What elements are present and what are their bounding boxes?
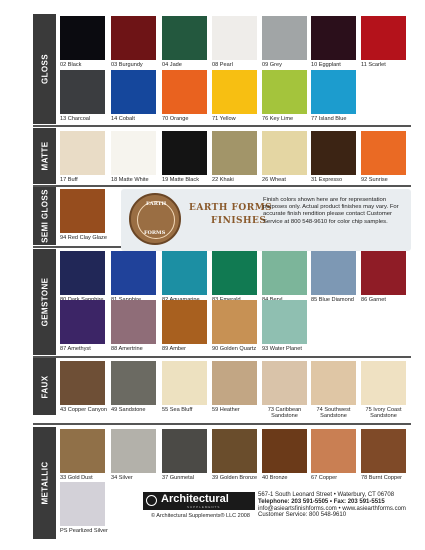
copyright-text: © Architectural Supplements® LLC 2008 <box>151 513 250 519</box>
gemstone-swatch[interactable] <box>60 300 105 352</box>
gemstone-swatch[interactable] <box>212 251 257 295</box>
matte-heading: MATTE <box>40 141 49 171</box>
color-chip <box>162 300 207 344</box>
gloss-swatch[interactable] <box>212 70 257 122</box>
color-chip <box>262 429 307 473</box>
color-chip <box>311 251 356 295</box>
color-chip <box>361 251 406 295</box>
swatch-label: 10 Eggplant <box>311 62 341 68</box>
color-chip <box>212 429 257 473</box>
swatch-label: 59 Heather <box>212 407 240 413</box>
gloss-swatch[interactable] <box>361 16 406 68</box>
metallic-swatch[interactable] <box>60 429 105 481</box>
swatch-label: 67 Copper <box>311 475 338 481</box>
swatch-label: 09 Grey <box>262 62 282 68</box>
logo-word: Architectural <box>161 493 229 505</box>
swatch-label: 22 Khaki <box>212 177 234 183</box>
color-chip <box>111 429 156 473</box>
metallic-swatch[interactable] <box>212 429 258 481</box>
matte-swatch[interactable] <box>262 131 307 183</box>
color-chip <box>111 70 156 114</box>
color-chip <box>60 131 105 175</box>
color-chip <box>311 131 356 175</box>
swatch-label: 73 Caribbean Sandstone <box>267 407 302 420</box>
color-chip <box>162 70 207 114</box>
color-chip <box>311 429 356 473</box>
swatch-label: 40 Bronze <box>262 475 288 481</box>
gloss-swatch[interactable] <box>60 70 105 122</box>
swatch-label: 49 Sandstone <box>111 407 146 413</box>
matte-band <box>33 128 56 184</box>
color-chip <box>262 251 307 295</box>
color-chip <box>111 251 156 295</box>
gloss-band <box>33 14 56 124</box>
gloss-swatch[interactable] <box>262 70 307 122</box>
color-chip <box>162 131 207 175</box>
gloss-swatch[interactable] <box>311 16 356 68</box>
faux-band <box>33 358 56 415</box>
matte-swatch[interactable] <box>111 131 156 183</box>
matte-swatch[interactable] <box>212 131 257 183</box>
semigloss-swatch[interactable] <box>60 189 107 241</box>
metallic-swatch[interactable] <box>361 429 406 481</box>
faux-heading: FAUX <box>40 375 49 398</box>
web-line[interactable]: info@asieartsfinishforms.com • www.asiearthforms.com <box>258 505 406 512</box>
faux-swatch[interactable] <box>262 361 307 420</box>
color-chip <box>111 361 156 405</box>
metallic-swatch[interactable] <box>60 482 108 534</box>
color-chip <box>212 16 257 60</box>
gemstone-swatch[interactable] <box>111 300 156 352</box>
swatch-label: 92 Sunrise <box>361 177 388 183</box>
gloss-heading: GLOSS <box>40 53 49 85</box>
color-chip <box>361 131 406 175</box>
swatch-label: 55 Sea Bluff <box>162 407 193 413</box>
color-chip <box>262 361 307 405</box>
logo-emblem-icon <box>146 495 157 506</box>
swatch-label: 08 Pearl <box>212 62 233 68</box>
gemstone-swatch[interactable] <box>262 251 307 295</box>
swatch-label: 39 Golden Bronze <box>212 475 258 481</box>
swatch-label: 93 Water Planet <box>262 346 302 352</box>
color-chip <box>361 16 406 60</box>
color-chip <box>212 131 257 175</box>
swatch-label: 33 Gold Dust <box>60 475 93 481</box>
swatch-label: 02 Black <box>60 62 82 68</box>
faux-swatch[interactable] <box>60 361 107 413</box>
color-chip <box>60 70 105 114</box>
swatch-label: 43 Copper Canyon <box>60 407 107 413</box>
gemstone-swatch[interactable] <box>361 251 406 303</box>
swatch-label: 86 Garnet <box>361 297 386 303</box>
color-chip <box>111 131 156 175</box>
medallion-bottom-text: FORMS <box>144 230 166 236</box>
metallic-heading: METALLIC <box>40 461 49 505</box>
color-chip <box>361 361 406 405</box>
color-chip <box>60 251 105 295</box>
gloss-swatch[interactable] <box>111 70 156 122</box>
swatch-label: 89 Amber <box>162 346 186 352</box>
promo-title: EARTH FORMS <box>189 203 273 213</box>
color-chip <box>212 361 257 405</box>
color-chip <box>162 361 207 405</box>
gloss-swatch[interactable] <box>311 70 356 122</box>
swatch-label: 19 Matte Black <box>162 177 199 183</box>
metallic-swatch[interactable] <box>311 429 356 481</box>
swatch-label: 75 Ivory Coast Sandstone <box>365 407 402 420</box>
swatch-label: 87 Amethyst <box>60 346 91 352</box>
swatch-label: 11 Scarlet <box>361 62 386 68</box>
color-chip <box>60 361 105 405</box>
section-divider <box>33 423 411 425</box>
color-chip <box>311 361 356 405</box>
swatch-label: 77 Island Blue <box>311 116 347 122</box>
metallic-swatch[interactable] <box>162 429 207 481</box>
gemstone-swatch[interactable] <box>311 251 356 303</box>
swatch-label: 04 Jade <box>162 62 182 68</box>
logo-subtitle: SUPPLEMENTS <box>187 505 221 509</box>
color-chip <box>162 251 207 295</box>
semigloss-heading: SEMI GLOSS <box>40 189 49 243</box>
medallion-ring <box>137 201 175 239</box>
swatch-label: 26 Wheat <box>262 177 286 183</box>
swatch-label: 31 Expresso <box>311 177 343 183</box>
customer-service-line: Customer Service: 800 548-9610 <box>258 512 347 519</box>
gemstone-swatch[interactable] <box>60 251 105 295</box>
swatch-label: 85 Blue Diamond <box>311 297 354 303</box>
swatch-label: 03 Burgundy <box>111 62 143 68</box>
section-divider <box>33 125 411 127</box>
color-chip <box>111 16 156 60</box>
gemstone-swatch[interactable] <box>212 300 257 352</box>
earth-forms-medallion <box>129 193 181 245</box>
color-chip <box>60 16 105 60</box>
swatch-label: PS Pearlized Silver <box>60 528 108 534</box>
swatch-label: 76 Key Lime <box>262 116 294 122</box>
color-chip <box>60 429 105 473</box>
color-chip <box>162 16 207 60</box>
faux-swatch[interactable] <box>111 361 156 413</box>
contact-block <box>258 492 408 519</box>
color-chip <box>262 70 307 114</box>
faux-swatch[interactable] <box>311 361 356 420</box>
color-chip <box>212 300 257 344</box>
color-chip <box>262 16 307 60</box>
color-chip <box>212 251 257 295</box>
color-chip <box>212 70 257 114</box>
color-chip <box>262 131 307 175</box>
swatch-label: 94 Red Clay Glaze <box>60 235 107 241</box>
matte-swatch[interactable] <box>162 131 207 183</box>
architectural-supplements-logo[interactable] <box>143 492 255 510</box>
gloss-swatch[interactable] <box>212 16 257 68</box>
color-chip <box>60 300 105 344</box>
faux-swatch[interactable] <box>212 361 257 413</box>
promo-subtitle: FINISHES <box>211 216 267 226</box>
gemstone-heading: GEMSTONE <box>40 277 49 327</box>
gloss-swatch[interactable] <box>162 16 207 68</box>
color-chip <box>111 300 156 344</box>
section-divider <box>33 356 411 358</box>
gloss-swatch[interactable] <box>162 70 207 122</box>
color-chip <box>60 189 105 233</box>
color-chip <box>162 429 207 473</box>
color-chip <box>60 482 105 526</box>
swatch-label: 14 Cobalt <box>111 116 135 122</box>
gemstone-swatch[interactable] <box>262 300 307 352</box>
color-chip <box>311 16 356 60</box>
address-line: 567-1 South Leonard Street • Waterbury, CT 06708 <box>258 492 395 498</box>
matte-swatch[interactable] <box>60 131 105 183</box>
gemstone-swatch[interactable] <box>111 251 156 295</box>
swatch-label: 37 Gunmetal <box>162 475 195 481</box>
earth-forms-promo <box>121 189 411 251</box>
swatch-label: 13 Charcoal <box>60 116 91 122</box>
promo-disclaimer: Finish colors shown here are for representation purposes only. Actual product finishes may vary. For accurate finish rendition please contact Customer Service at 800 548-9610 for color chip samples. <box>263 197 399 225</box>
metallic-swatch[interactable] <box>111 429 156 481</box>
swatch-label: 88 Amertrine <box>111 346 143 352</box>
swatch-label: 34 Silver <box>111 475 133 481</box>
gloss-swatch[interactable] <box>262 16 307 68</box>
phone-line: Telephone: 203 591-5505 • Fax: 203 591-5515 <box>258 498 385 505</box>
medallion-top-text: EARTH <box>146 201 167 207</box>
matte-swatch[interactable] <box>361 131 406 183</box>
metallic-band <box>33 427 56 539</box>
swatch-label: 71 Yellow <box>212 116 236 122</box>
gemstone-band <box>33 249 56 355</box>
gloss-swatch[interactable] <box>111 16 156 68</box>
matte-swatch[interactable] <box>311 131 356 183</box>
metallic-swatch[interactable] <box>262 429 307 481</box>
swatch-label: 70 Orange <box>162 116 189 122</box>
color-chip <box>262 300 307 344</box>
faux-swatch[interactable] <box>361 361 406 420</box>
section-divider <box>33 185 411 187</box>
swatch-label: 90 Golden Quartz <box>212 346 257 352</box>
faux-swatch[interactable] <box>162 361 207 413</box>
swatch-label: 74 Southwest Sandstone <box>316 407 351 420</box>
gloss-swatch[interactable] <box>60 16 105 68</box>
swatch-label: 17 Buff <box>60 177 78 183</box>
semigloss-band <box>33 187 56 245</box>
color-chip <box>361 429 406 473</box>
color-chip <box>311 70 356 114</box>
swatch-label: 18 Matte White <box>111 177 149 183</box>
swatch-label: 78 Burnt Copper <box>361 475 403 481</box>
gemstone-swatch[interactable] <box>162 251 207 295</box>
gemstone-swatch[interactable] <box>162 300 207 352</box>
